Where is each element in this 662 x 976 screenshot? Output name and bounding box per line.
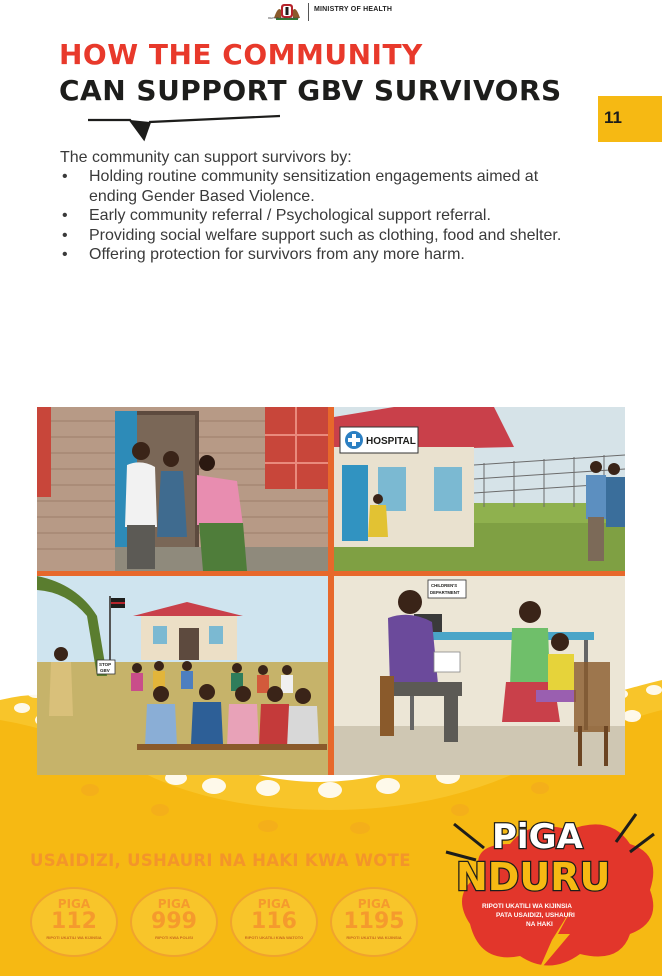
illustration-community-visit	[37, 407, 328, 571]
kenya-coat-of-arms-icon	[270, 2, 304, 24]
list-item	[60, 167, 620, 206]
list-item	[60, 226, 620, 246]
slogan: USAIDIZI, USHAURI NA HAKI KWA WOTE	[30, 851, 411, 870]
title-line-1: HOW THE COMMUNITY	[59, 38, 423, 71]
hotline-piga-label: PIGA	[357, 897, 391, 911]
list-item-text: Holding routine community sensitization engagements aimed at	[89, 168, 539, 185]
hotline-caption: RIPOTI KWA POLISI	[155, 935, 193, 940]
logo-tagline-1: RIPOTI UKATILI WA KIJINSIA	[482, 903, 572, 910]
support-list	[60, 167, 620, 265]
hospital-sign-text: HOSPITAL	[366, 436, 416, 447]
title-line-2: CAN SUPPORT GBV SURVIVORS	[59, 74, 562, 107]
hotline-caption: RIPOTI UKATILI WA KIJINSIA	[346, 935, 402, 940]
logo-tagline-3: NA HAKI	[526, 921, 553, 928]
illustration-community-sensitization	[37, 576, 328, 775]
hotline-caption: RIPOTI UKATILI WA KIJINSIA	[46, 935, 102, 940]
list-item-text: Early community referral / Psychological support referral.	[89, 207, 491, 224]
illustration-grid	[37, 407, 625, 775]
childrens-dept-sign-line1: CHILDREN'S	[431, 583, 458, 588]
page-number: 11	[604, 108, 622, 127]
hotline-caption: RIPOTI UKATILI KWA WATOTO	[244, 935, 304, 940]
list-item	[60, 245, 620, 265]
logo-line-1: PiGA	[492, 817, 583, 857]
hotline-number: 116	[251, 909, 297, 934]
speech-pointer-line	[88, 113, 280, 145]
hotline-badge-116	[230, 887, 318, 957]
hotline-piga-label: PIGA	[157, 897, 191, 911]
illustration-hospital-referral	[334, 407, 625, 571]
page-number-tab	[598, 96, 662, 142]
list-item-text: Providing social welfare support such as clothing, food and shelter.	[89, 226, 562, 244]
childrens-dept-sign-line2: DEPARTMENT	[430, 590, 460, 595]
bullet-icon: •	[62, 226, 68, 244]
stop-gbv-sign-line1: STOP	[99, 662, 112, 667]
hotline-badge-112	[30, 887, 118, 957]
list-item-text: Offering protection for survivors from any more harm.	[89, 246, 465, 263]
hotline-piga-label: PIGA	[57, 897, 91, 911]
list-item-text-continued: ending Gender Based Violence.	[89, 187, 315, 205]
header-divider	[308, 3, 309, 21]
bullet-icon: •	[62, 246, 68, 263]
intro-text: The community can support survivors by:	[60, 149, 352, 166]
illustration-childrens-department	[334, 576, 625, 775]
hotline-piga-label: PIGA	[257, 897, 291, 911]
list-item	[60, 206, 620, 226]
crest-caption: REPUBLIC OF KENYA	[268, 16, 299, 20]
bullet-icon: •	[62, 168, 68, 185]
hotline-number: 999	[151, 909, 197, 934]
ministry-name: MINISTRY OF HEALTH	[314, 6, 393, 13]
hotline-number: 1195	[343, 909, 405, 934]
hotline-number: 112	[51, 909, 97, 934]
hotline-badge-1195	[330, 887, 418, 957]
bullet-icon: •	[62, 207, 68, 224]
stop-gbv-sign-line2: GBV	[100, 668, 110, 673]
logo-line-2: NDURU	[456, 855, 611, 899]
logo-tagline-2: PATA USAIDIZI, USHAURI	[496, 912, 575, 919]
piga-nduru-logo	[440, 804, 662, 976]
hotline-badge-999	[130, 887, 218, 957]
